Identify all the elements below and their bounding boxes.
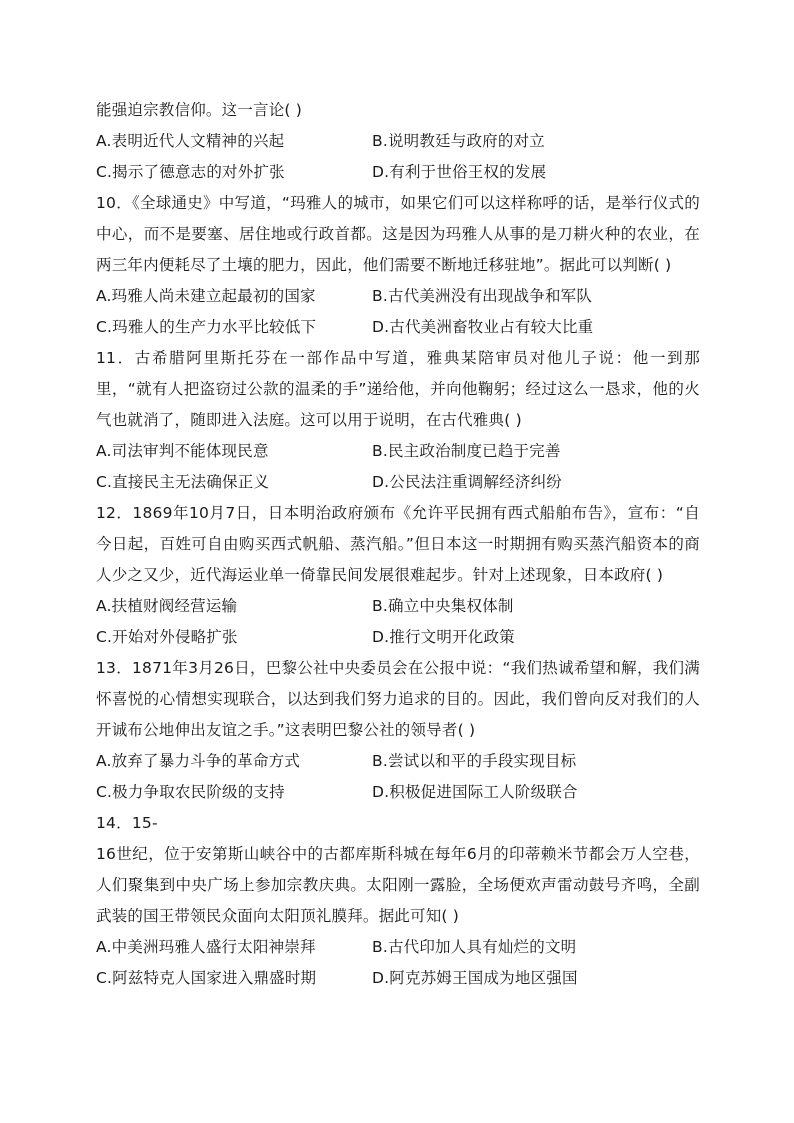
q9-stem-continuation: 能强迫宗教信仰。这一言论( ): [96, 101, 303, 119]
exam-page: [96, 95, 700, 994]
q10-option-d[interactable]: D.古代美洲畜牧业占有较大比重: [372, 318, 594, 336]
q12-stem: 12．1869年10月7日，日本明治政府颁布《允许平民拥有西式船舶布告》，宣布：“自今日起，百姓可自由购买西式帆船、蒸汽船。”但日本这一时期拥有购买蒸汽船资本的商人少之又少，近代海运业单一倚靠民间发展很难起步。针对上述现象，日本政府( ): [96, 504, 700, 584]
q14-option-b[interactable]: B.古代印加人具有灿烂的文明: [372, 938, 577, 956]
q12-option-a[interactable]: A.扶植财阀经营运输: [96, 597, 238, 615]
q13-option-a[interactable]: A.放弃了暴力斗争的革命方式: [96, 752, 301, 770]
q12-option-b[interactable]: B.确立中央集权体制: [372, 597, 514, 615]
q10-option-b[interactable]: B.古代美洲没有出现战争和军队: [372, 287, 593, 305]
q14-option-d[interactable]: D.阿克苏姆王国成为地区强国: [372, 969, 578, 987]
q12-options-row-1: [96, 591, 700, 622]
question-10: [96, 188, 700, 343]
question-14: [96, 808, 700, 994]
q13-option-b[interactable]: B.尝试以和平的手段实现目标: [372, 752, 577, 770]
q10-stem: 10．《全球通史》中写道，“玛雅人的城市，如果它们可以这样称呼的话，是举行仪式的中心，而不是要塞、居住地或行政首都。这是因为玛雅人从事的是刀耕火种的农业，在两三年内便耗尽了土壤的肥力，因此，他们需要不断地迁移驻地”。据此可以判断( ): [96, 194, 700, 274]
q13-stem: 13．1871年3月26日，巴黎公社中央委员会在公报中说：“我们热诚希望和解，我们满怀喜悦的心情想实现联合，以达到我们努力追求的目的。因此，我们曾向反对我们的人开诚布公地伸出友谊之手。”这表明巴黎公社的领导者( ): [96, 659, 700, 739]
q11-stem: 11．古希腊阿里斯托芬在一部作品中写道，雅典某陪审员对他儿子说：他一到那里，“就有人把盗窃过公款的温柔的手”递给他，并向他鞠躬；经过这么一恳求，他的火气也就消了，随即进入法庭。这可以用于说明，在古代雅典( ): [96, 349, 700, 429]
q11-options-row-2: [96, 467, 700, 498]
q14-options-row-1: [96, 932, 700, 963]
q9-options-row-2: [96, 157, 700, 188]
q13-options-row-1: [96, 746, 700, 777]
question-12: [96, 498, 700, 653]
q11-options-row-1: [96, 436, 700, 467]
q11-option-d[interactable]: D.公民法注重调解经济纠纷: [372, 473, 562, 491]
q12-options-row-2: [96, 622, 700, 653]
q11-option-a[interactable]: A.司法审判不能体现民意: [96, 442, 269, 460]
question-13: [96, 653, 700, 808]
q14-option-c[interactable]: C.阿兹特克人国家进入鼎盛时期: [96, 969, 317, 987]
q10-option-c[interactable]: C.玛雅人的生产力水平比较低下: [96, 318, 317, 336]
q9-option-a[interactable]: A.表明近代人文精神的兴起: [96, 132, 285, 150]
q10-option-a[interactable]: A.玛雅人尚未建立起最初的国家: [96, 287, 316, 305]
q13-option-d[interactable]: D.积极促进国际工人阶级联合: [372, 783, 578, 801]
q14-options-row-2: [96, 963, 700, 994]
q10-options-row-2: [96, 312, 700, 343]
q9-option-b[interactable]: B.说明教廷与政府的对立: [372, 132, 545, 150]
q12-option-c[interactable]: C.开始对外侵略扩张: [96, 628, 238, 646]
q9-option-c[interactable]: C.揭示了德意志的对外扩张: [96, 163, 285, 181]
q10-options-row-1: [96, 281, 700, 312]
q13-option-c[interactable]: C.极力争取农民阶级的支持: [96, 783, 285, 801]
q11-option-c[interactable]: C.直接民主无法确保正义: [96, 473, 270, 491]
q13-options-row-2: [96, 777, 700, 808]
q14-head: 14．15-: [96, 814, 158, 832]
q14-stem: 16世纪，位于安第斯山峡谷中的古都库斯科城在每年6月的印蒂赖米节都会万人空巷，人们聚集到中央广场上参加宗教庆典。太阳刚一露脸，全场便欢声雷动鼓号齐鸣，全副武装的国王带领民众面向太阳顶礼膜拜。据此可知( ): [96, 845, 700, 925]
q9-options-row-1: [96, 126, 700, 157]
q11-option-b[interactable]: B.民主政治制度已趋于完善: [372, 442, 561, 460]
q9-option-d[interactable]: D.有利于世俗王权的发展: [372, 163, 547, 181]
q12-option-d[interactable]: D.推行文明开化政策: [372, 628, 515, 646]
question-11: [96, 343, 700, 498]
q14-option-a[interactable]: A.中美洲玛雅人盛行太阳神崇拜: [96, 938, 316, 956]
